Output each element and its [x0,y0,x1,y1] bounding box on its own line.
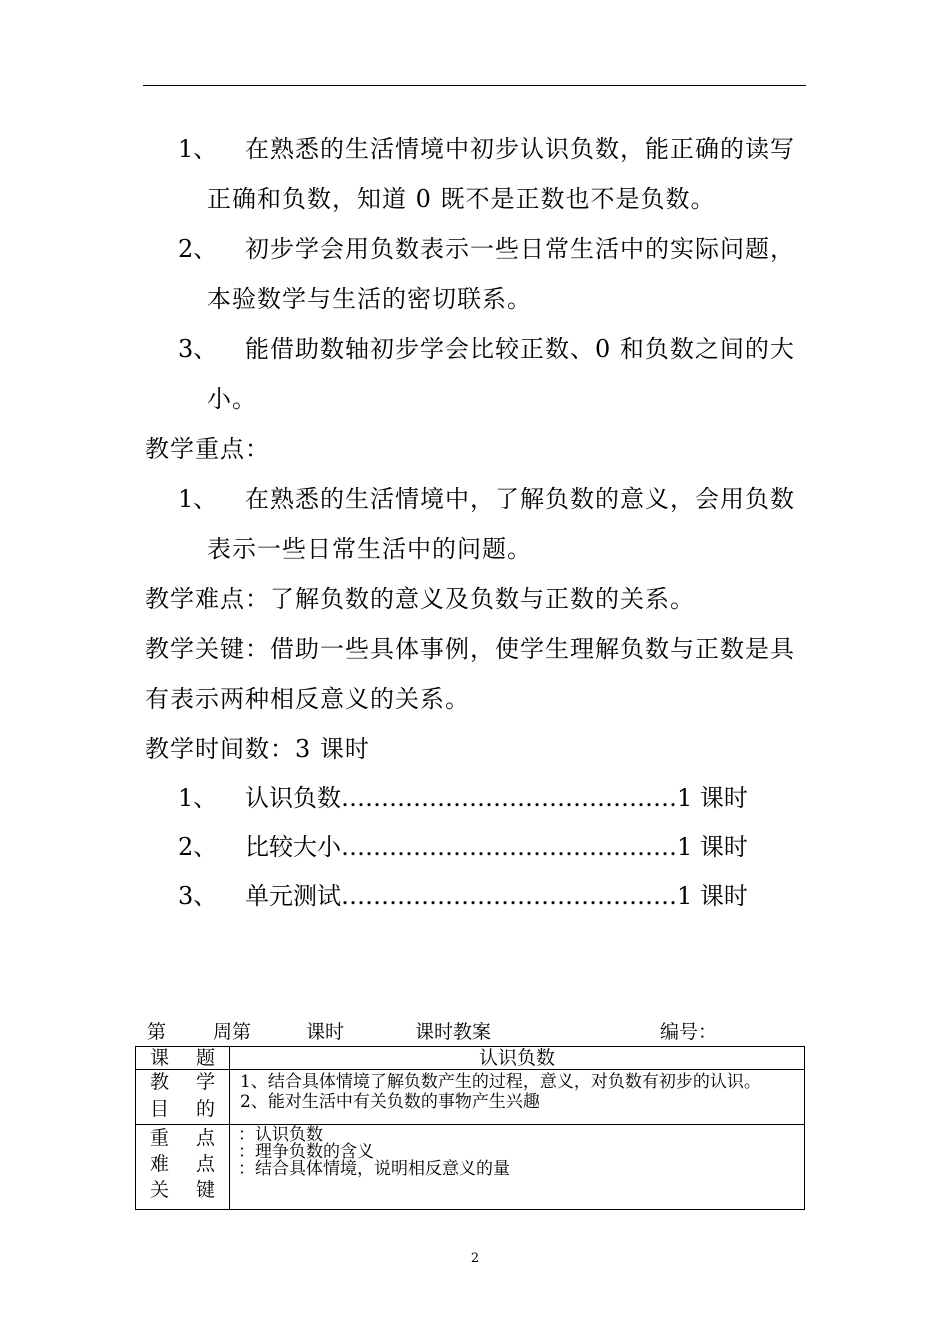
hours-item-3: 单元测试……………………………………1 课时 [245,882,748,910]
objective-3-line1: 能借助数轴初步学会比较正数、0 和负数之间的大 [245,335,795,363]
hours-item-2: 比较大小……………………………………1 课时 [245,833,748,861]
objective-3-number: 3、 [178,335,218,363]
goal-cell [230,1070,805,1125]
focus-cell [230,1125,805,1210]
objective-3-line2: 小。 [207,385,257,413]
focus-label-char-6: 键 [195,1179,215,1201]
goal-label-char-3: 目 [150,1098,170,1120]
focus-row [136,1125,805,1210]
objective-2-line1: 初步学会用负数表示一些日常生活中的实际问题， [245,235,795,263]
key-point-1-line2: 表示一些日常生活中的问题。 [207,535,532,563]
focus-label-line3 [136,1179,229,1201]
focus-label-cell [136,1125,230,1210]
objective-1-number: 1、 [178,135,218,163]
objective-1-line2: 正确和负数，知道 0 既不是正数也不是负数。 [207,185,716,213]
goal-1: 1、结合具体情境了解负数产生的过程，意义，对负数有初步的认识。 [240,1072,761,1092]
hours-item-3-number: 3、 [178,882,218,910]
focus-label-char-1: 重 [150,1127,170,1149]
lesson-header-week: 第 [147,1021,167,1043]
lesson-header-code: 编号： [660,1021,718,1043]
lesson-plan-table [135,1046,805,1210]
focus-label-char-2: 点 [195,1127,215,1149]
goal-label-char-2: 学 [195,1071,215,1093]
hours-item-2-number: 2、 [178,833,218,861]
focus-1: ：认识负数 [238,1125,323,1145]
difficulty-line: 教学难点：了解负数的意义及负数与正数的关系。 [145,585,695,613]
focus-label-line2 [136,1153,229,1175]
goal-label-cell [136,1070,230,1125]
objective-2-line2: 本验数学与生活的密切联系。 [207,285,532,313]
goal-label-line1 [136,1071,229,1093]
focus-3: ：结合具体情境，说明相反意义的量 [238,1159,510,1179]
goal-label-line2 [136,1098,229,1120]
focus-label-char-3: 难 [150,1153,170,1175]
key-point-1-line1: 在熟悉的生活情境中，了解负数的意义，会用负数 [245,485,795,513]
topic-label-char-2: 题 [195,1047,215,1069]
goal-2: 2、能对生活中有关负数的事物产生兴趣 [240,1092,540,1112]
hours-heading: 教学时间数：3 课时 [145,735,370,763]
objective-2-number: 2、 [178,235,218,263]
topic-value: 认识负数 [230,1047,805,1070]
hours-item-1: 认识负数……………………………………1 课时 [245,784,748,812]
focus-2: ：理争负数的含义 [238,1142,374,1162]
key-line2: 有表示两种相反意义的关系。 [145,685,470,713]
topic-row [136,1047,805,1070]
objective-1-line1: 在熟悉的生活情境中初步认识负数，能正确的读写 [245,135,795,163]
lesson-header-plan: 课时教案 [415,1021,492,1043]
page-number: 2 [470,1251,480,1266]
topic-label-cell [136,1047,230,1070]
key-point-1-number: 1、 [178,485,218,513]
focus-label-line1 [136,1127,229,1149]
topic-label [136,1047,229,1069]
header-rule [143,85,806,86]
lesson-header-zhou-di: 周第 [213,1021,252,1043]
goal-label-char-1: 教 [150,1071,170,1093]
key-points-heading: 教学重点： [145,435,270,463]
hours-item-1-number: 1、 [178,784,218,812]
goal-label-char-4: 的 [195,1098,215,1120]
key-line1: 教学关键：借助一些具体事例，使学生理解负数与正数是具 [145,635,795,663]
focus-label-char-5: 关 [150,1179,170,1201]
focus-label-char-4: 点 [195,1153,215,1175]
topic-label-char-1: 课 [150,1047,170,1069]
lesson-header-period: 课时 [306,1021,345,1043]
goal-row [136,1070,805,1125]
